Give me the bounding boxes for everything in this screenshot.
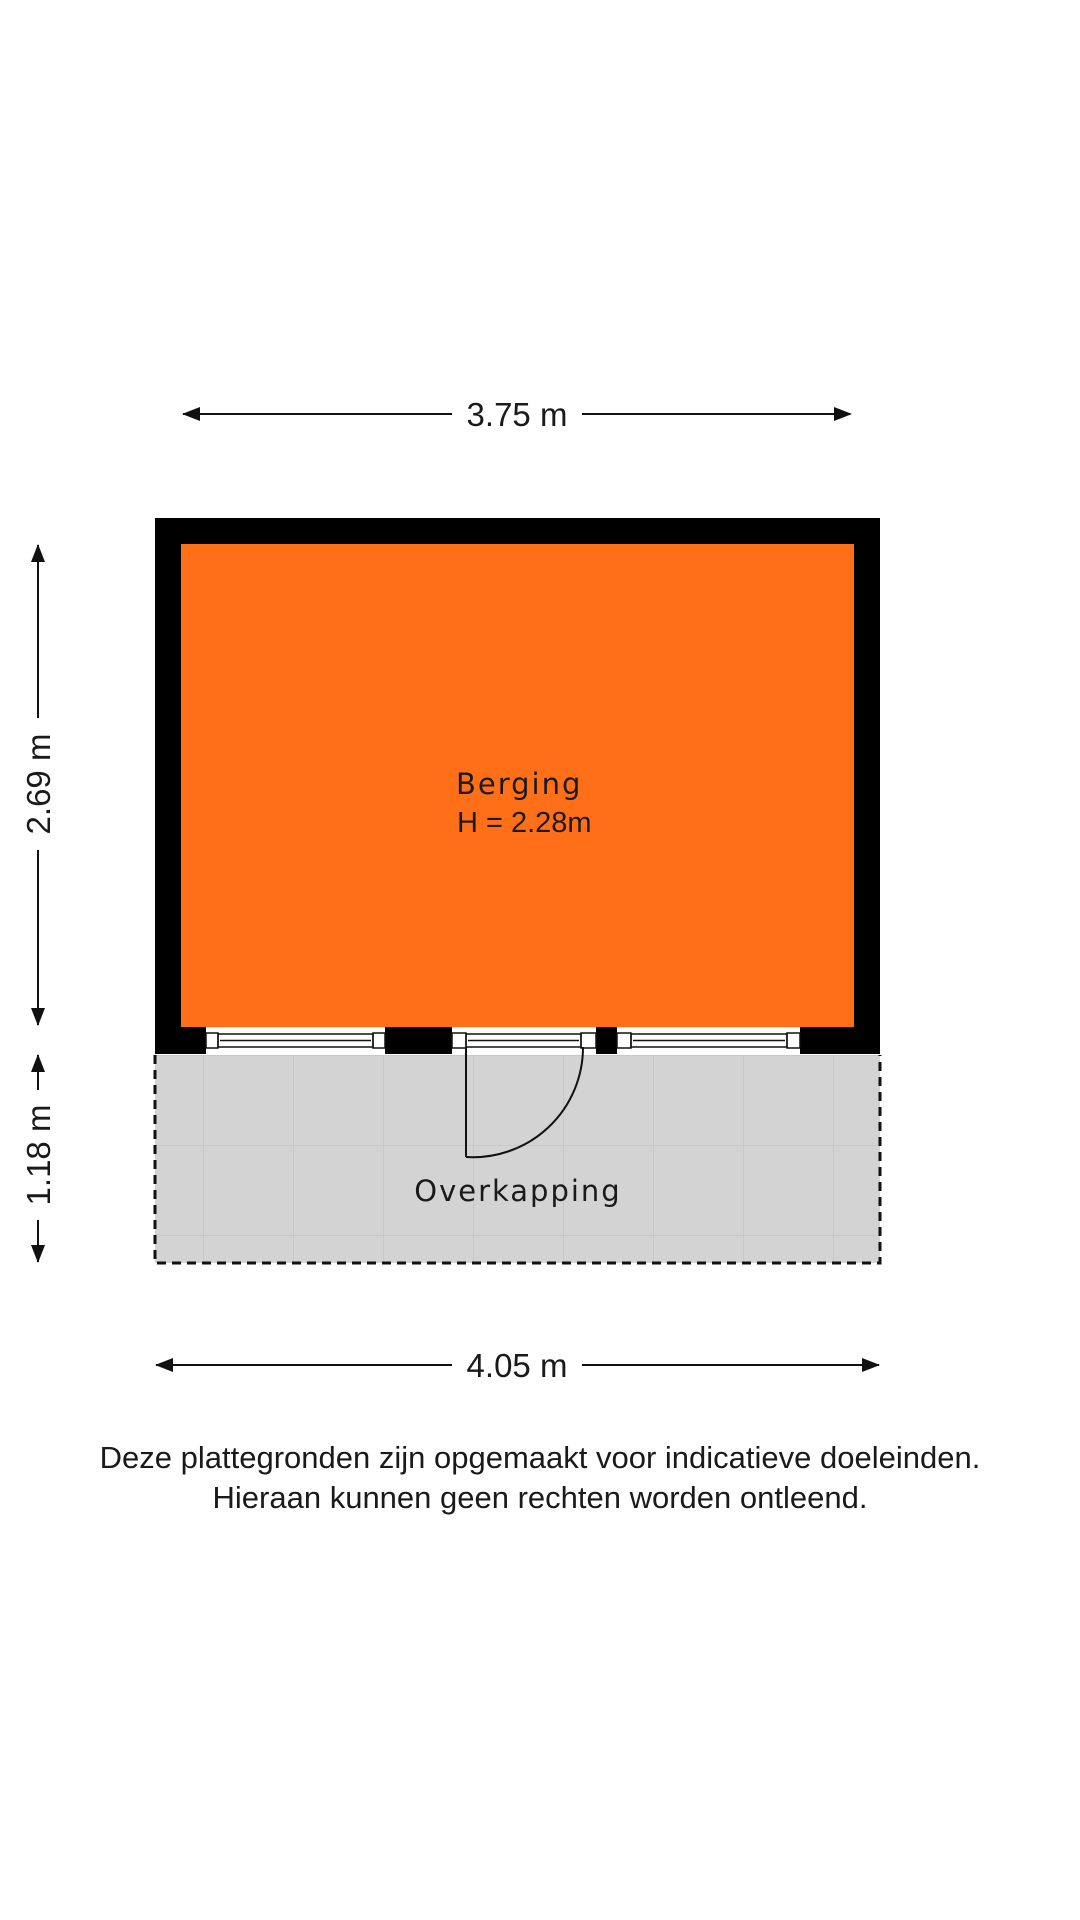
arrow-up-icon bbox=[31, 544, 45, 562]
dimension-left-upper bbox=[20, 544, 57, 1026]
disclaimer-line-1: Deze plattegronden zijn opgemaakt voor indicatieve doeleinden. bbox=[99, 1440, 981, 1475]
arrow-right-icon bbox=[862, 1358, 880, 1372]
room-height-berging: H = 2.28m bbox=[457, 807, 592, 839]
room-label-overkapping: Overkapping bbox=[414, 1174, 622, 1208]
front-wall-openings bbox=[206, 1027, 800, 1054]
overkapping-area bbox=[155, 1055, 880, 1263]
room-label-berging: Berging bbox=[456, 767, 583, 801]
dimension-left-upper-label: 2.69 m bbox=[20, 733, 57, 835]
disclaimer bbox=[0, 1438, 1080, 1518]
dimension-left-lower-label: 1.18 m bbox=[20, 1104, 57, 1206]
arrow-right-icon bbox=[834, 407, 852, 421]
arrow-left-icon bbox=[182, 407, 200, 421]
dimension-left-lower bbox=[20, 1054, 57, 1263]
arrow-up-icon bbox=[31, 1054, 45, 1072]
disclaimer-line-2: Hieraan kunnen geen rechten worden ontleend. bbox=[212, 1480, 868, 1515]
dimension-top bbox=[182, 396, 852, 433]
dimension-top-label: 3.75 m bbox=[466, 396, 568, 433]
dimension-bottom-label: 4.05 m bbox=[466, 1347, 568, 1384]
arrow-down-icon bbox=[31, 1245, 45, 1263]
dimension-bottom bbox=[155, 1347, 880, 1384]
arrow-left-icon bbox=[155, 1358, 173, 1372]
arrow-down-icon bbox=[31, 1008, 45, 1026]
